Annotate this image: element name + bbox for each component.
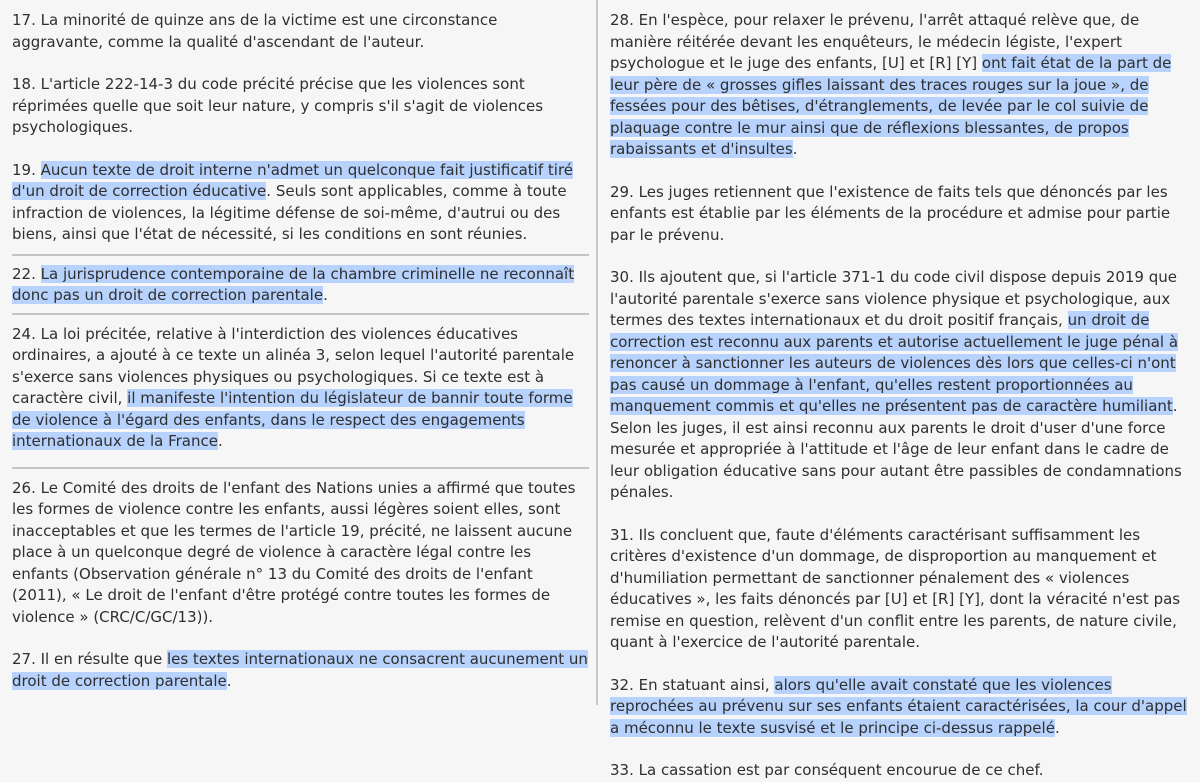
paragraph-30-prefix: 30. Ils ajoutent que, si l'article 371-1 du code civil dispose depuis 2019 que l'autorité parentale s'exerce sans violence physique et psychologique, aux termes des textes internationaux et du droit positif français,: [610, 268, 1177, 329]
paragraph-19-suffix: . Seuls sont applicables, comme à toute infraction de violences, la légitime défense de soi-même, d'autrui ou des biens, ainsi que l'état de nécessité, si les conditions en sont réunies.: [12, 182, 567, 243]
paragraph-33: 33. La cassation est par conséquent encourue de ce chef.: [610, 761, 1044, 779]
paragraph-22-prefix: 22.: [12, 264, 41, 283]
paragraph-24-highlight: il manifeste l'intention du législateur de bannir toute forme de violence à l'égard des enfants, dans le respect des engagements internationaux de la France: [12, 389, 573, 450]
paragraph-24: [12, 324, 589, 453]
paragraph-27-highlight: les textes internationaux ne consacrent aucunement un droit de correction parentale: [12, 650, 588, 690]
section-separator: [12, 254, 589, 256]
right-column: [600, 0, 1200, 782]
paragraph-30: [610, 267, 1188, 504]
paragraph-27-prefix: 27. Il en résulte que: [12, 650, 167, 668]
paragraph-22-highlight: La jurisprudence contemporaine de la chambre criminelle ne reconnaît donc pas un droit de correction parentale: [12, 264, 575, 304]
paragraph-32: [610, 675, 1188, 740]
paragraph-28-prefix: 28. En l'espèce, pour relaxer le prévenu, l'arrêt attaqué relève que, de manière réitérée devant les enquêteurs, le médecin légiste, l'expert psychologue et le juge des enfants, [U] et [R] [Y]: [610, 11, 1140, 72]
paragraph-30-suffix: . Selon les juges, il est ainsi reconnu aux parents le droit d'user d'une force mesurée et appropriée à l'attitude et l'âge de leur enfant dans le cadre de leur obligation éducative sans pour autant être passibles de condamnations pénales.: [610, 397, 1182, 501]
paragraph-32-suffix: .: [1054, 718, 1060, 737]
paragraph-28-highlight: ont fait état de la part de leur père de « grosses gifles laissant des traces rouges sur la joue », de fessées pour des bêtises, d'étranglements, de levée par le col suivie de plaquage contre le mur ainsi que de réflexions blessantes, de propos rabaissants et d'insultes: [610, 54, 1172, 158]
paragraph-26: 26. Le Comité des droits de l'enfant des Nations unies a affirmé que toutes les formes de violence contre les enfants, aussi légères soient elles, sont inacceptables et que les termes de l'article 19, précité, ne laissent aucune place à un quelconque degré de violence à caractère légal contre les enfants (Observation générale n° 13 du Comité des droits de l'enfant (2011), « Le droit de l'enfant d'être protégé contre toutes les formes de violence » (CRC/C/GC/13)).: [12, 478, 576, 626]
paragraph-28-suffix: .: [792, 140, 798, 158]
paragraph-27: [12, 649, 589, 692]
section-separator: [12, 313, 589, 315]
paragraph-24-prefix: 24. La loi précitée, relative à l'interdiction des violences éducatives ordinaires, a ajouté à ce texte un alinéa 3, selon lequel l'autorité parentale s'exerce sans violences physiques ou psychologiques. Si ce texte est à caractère civil,: [12, 324, 575, 407]
column-divider: [596, 0, 598, 705]
section-separator: [12, 467, 589, 469]
paragraph-17: 17. La minorité de quinze ans de la victime est une circonstance aggravante, comme la qualité d'ascendant de l'auteur.: [12, 11, 498, 51]
paragraph-24-suffix: .: [218, 432, 223, 450]
paragraph-32-highlight: alors qu'elle avait constaté que les violences reprochées au prévenu sur ses enfants étaient caractérisées, la cour d'appel a méconnu le texte susvisé et le principe ci-dessus rappelé: [610, 675, 1187, 737]
paragraph-32-prefix: 32. En statuant ainsi,: [610, 675, 775, 694]
paragraph-27-suffix: .: [226, 671, 232, 690]
paragraph-19-highlight: Aucun texte de droit interne n'admet un quelconque fait justificatif tiré d'un droit de correction éducative: [12, 160, 574, 200]
paragraph-22-suffix: .: [323, 286, 328, 304]
paragraph-18: 18. L'article 222-14-3 du code précité précise que les violences sont réprimées quelle que soit leur nature, y compris s'il s'agit de violences psychologiques.: [12, 75, 544, 136]
paragraph-28: [610, 10, 1188, 161]
paragraph-30-highlight: un droit de correction est reconnu aux parents et autorise actuellement le juge pénal à renoncer à sanctionner les auteurs de violences dès lors que celles-ci n'ont pas causé un dommage à l'enfant, qu'elles restent proportionnées au manquement commis et qu'elles ne présentent pas de caractère humiliant: [610, 311, 1179, 415]
paragraph-19: [12, 160, 589, 246]
paragraph-22: [12, 264, 589, 307]
paragraph-29: 29. Les juges retiennent que l'existence de faits tels que dénoncés par les enfants est établie par les éléments de la procédure et admise pour partie par le prévenu.: [610, 182, 1171, 244]
paragraph-19-prefix: 19.: [12, 160, 41, 179]
left-column: [0, 0, 597, 692]
paragraph-31: 31. Ils concluent que, faute d'éléments caractérisant suffisamment les critères d'existence d'un dommage, de disproportion au manquement et d'humiliation permettant de sanctionner pénalement des « violences éducatives », les faits dénoncés par [U] et [R] [Y], dont la véracité n'est pas remise en question, relèvent d'un conflit entre les parents, de nature civile, quant à l'exercice de l'autorité parentale.: [610, 525, 1181, 651]
